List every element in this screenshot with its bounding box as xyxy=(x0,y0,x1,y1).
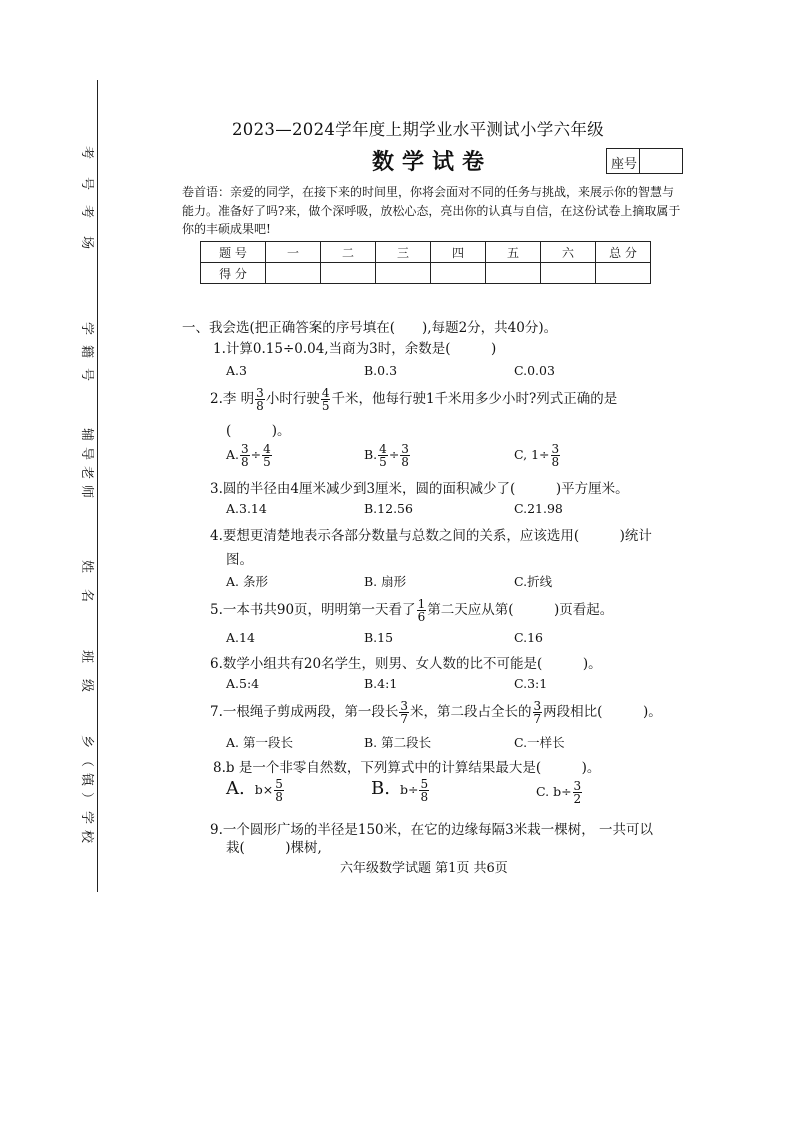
question-4-line2: 图。 xyxy=(226,552,253,568)
q4-option-b: B. 扇形 xyxy=(364,574,407,589)
q3-option-a: A.3.14 xyxy=(226,501,267,516)
score-cell[interactable] xyxy=(376,263,431,284)
score-table xyxy=(200,241,651,284)
q1-option-c: C.0.03 xyxy=(514,363,555,378)
side-label-student-id: 学籍号 xyxy=(79,322,94,392)
question-6: 6.数学小组共有20名学生，则男、女人数的比不可能是( )。 xyxy=(210,656,602,672)
question-2: 2.李 明 $\frac{3}{8}$ 小时行驶 $\frac{4}{5}$ 千米，他每行驶1千米用多少小时?列式正确的是 xyxy=(210,386,618,413)
question-2-line2: ( )。 xyxy=(226,423,291,439)
q5-option-b: B.15 xyxy=(364,630,394,645)
side-label-teacher: 辅导老师 xyxy=(79,428,94,505)
q6-option-b: B.4:1 xyxy=(364,676,398,691)
question-9-line2: 栽( )棵树, xyxy=(226,840,322,856)
q6-option-c: C.3:1 xyxy=(514,676,548,691)
question-3: 3.圆的半径由4厘米减少到3厘米，圆的面积减少了( )平方厘米。 xyxy=(210,481,629,497)
q3-option-c: C.21.98 xyxy=(514,501,563,516)
q2-option-a: A. $\frac{3}{8}$ ÷ $\frac{4}{5}$ xyxy=(226,442,271,469)
score-header-cell: 四 xyxy=(431,242,486,263)
q6-option-a: A.5:4 xyxy=(226,676,260,691)
fraction: $\frac{3}{8}$ xyxy=(256,386,264,413)
subject-title: 数学试卷 xyxy=(372,150,493,175)
side-label-class: 班级 xyxy=(79,650,94,709)
section-title: 一、我会选(把正确答案的序号填在( ),每题2分，共40分)。 xyxy=(182,320,558,336)
side-label-exam-number: 考号 xyxy=(79,146,94,209)
q5-option-c: C.16 xyxy=(514,630,543,645)
q7-option-c: C.一样长 xyxy=(514,735,565,750)
q1-option-b: B.0.3 xyxy=(364,363,398,378)
q3-option-b: B.12.56 xyxy=(364,501,413,516)
seat-number-box[interactable] xyxy=(606,148,683,174)
score-header-cell: 六 xyxy=(541,242,596,263)
score-table-header-row xyxy=(201,242,651,263)
score-header-cell: 总 分 xyxy=(596,242,651,263)
q5-option-a: A.14 xyxy=(226,630,255,645)
q1-option-a: A.3 xyxy=(226,363,247,378)
q7-option-b: B. 第二段长 xyxy=(364,735,432,750)
score-table-score-row xyxy=(201,263,651,284)
question-5: 5.一本书共90页，明明第一天看了 $\frac{1}{6}$ 第二天应从第( )页看起。 xyxy=(210,597,614,624)
q7-option-a: A. 第一段长 xyxy=(226,735,293,750)
q8-option-c: C. b÷ $\frac{3}{2}$ xyxy=(536,779,582,806)
score-cell[interactable] xyxy=(266,263,321,284)
question-9: 9.一个圆形广场的半径是150米，在它的边缘每隔3米栽一棵树， 一共可以 xyxy=(210,822,654,838)
question-8: 8.b 是一个非零自然数，下列算式中的计算结果最大是( )。 xyxy=(213,760,601,776)
fraction: $\frac{1}{6}$ xyxy=(417,597,426,624)
question-4: 4.要想更清楚地表示各部分数量与总数之间的关系，应该选用( )统计 xyxy=(210,528,652,544)
score-cell[interactable] xyxy=(321,263,376,284)
score-row-label: 得 分 xyxy=(201,263,266,284)
score-cell[interactable] xyxy=(486,263,541,284)
score-header-cell: 二 xyxy=(321,242,376,263)
side-label-exam-room: 考场 xyxy=(79,205,94,268)
q2-option-c: C, 1÷ $\frac{3}{8}$ xyxy=(514,442,560,469)
q4-option-c: C.折线 xyxy=(514,574,553,589)
question-7: 7.一根绳子剪成两段，第一段长 $\frac{3}{7}$ 米，第二段占全长的 $\frac{3}{7}$ 两段相比( )。 xyxy=(210,699,662,726)
fraction: $\frac{3}{7}$ xyxy=(400,699,409,726)
score-header-cell: 一 xyxy=(266,242,321,263)
side-label-name: 姓名 xyxy=(79,560,94,619)
fraction: $\frac{3}{7}$ xyxy=(533,699,542,726)
q8-option-b: B. b÷ $\frac{5}{8}$ xyxy=(371,777,429,804)
fraction: $\frac{4}{5}$ xyxy=(321,386,330,413)
side-label-school: 乡（镇）学校 xyxy=(79,735,94,850)
score-cell[interactable] xyxy=(431,263,486,284)
score-header-cell: 题 号 xyxy=(201,242,266,263)
seat-label: 座号 xyxy=(611,157,638,172)
page-footer: 六年级数学试题 第1页 共6页 xyxy=(340,861,508,876)
exam-title: 2023—2024学年度上期学业水平测试小学六年级 xyxy=(232,120,604,139)
question-1: 1.计算0.15÷0.04,当商为3时，余数是( ) xyxy=(213,341,497,357)
score-header-cell: 五 xyxy=(486,242,541,263)
q2-option-b: B. $\frac{4}{5}$ ÷ $\frac{3}{8}$ xyxy=(364,442,409,469)
q8-option-a: A. b× $\frac{5}{8}$ xyxy=(226,777,283,804)
score-cell[interactable] xyxy=(596,263,651,284)
intro-paragraph: 卷首语：亲爱的同学，在接下来的时间里，你将会面对不同的任务与挑战，来展示你的智慧与能力。准备好了吗?来，做个深呼吸，放松心态，亮出你的认真与自信，在这份试卷上摘取属于你的丰硕成果吧! xyxy=(182,185,681,236)
q4-option-a: A. 条形 xyxy=(226,574,268,589)
score-cell[interactable] xyxy=(541,263,596,284)
score-header-cell: 三 xyxy=(376,242,431,263)
